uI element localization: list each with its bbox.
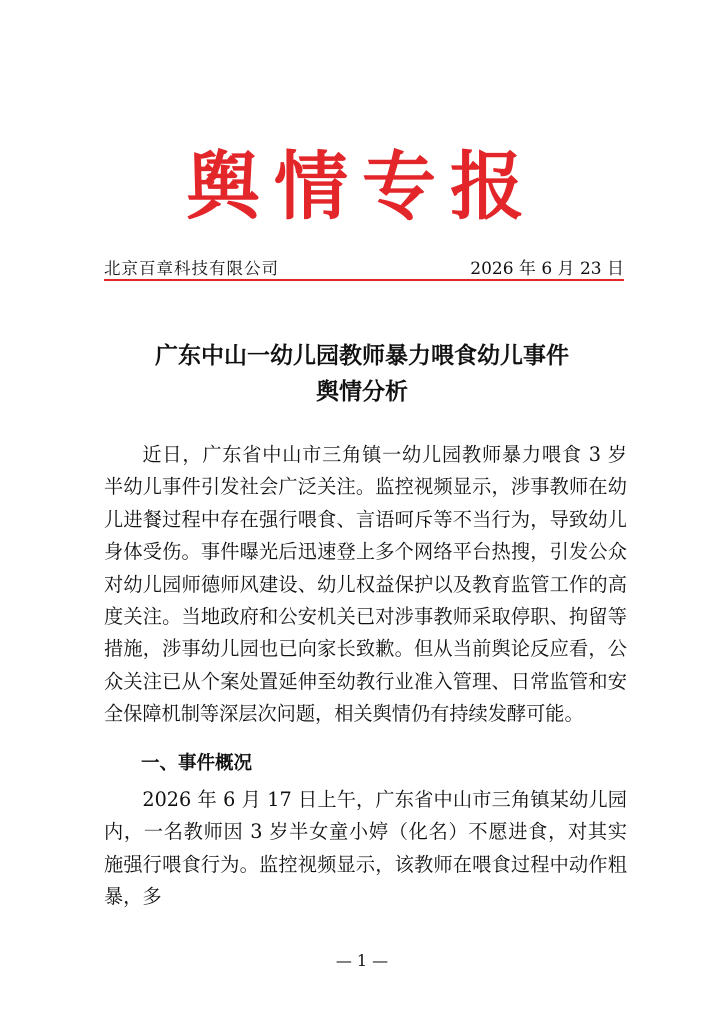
section-paragraph: 2026 年 6 月 17 日上午，广东省中山市三角镇某幼儿园内，一名教师因 3 岁半女童小婷（化名）不愿进食，对其实施强行喂食行为。监控视频显示，该教师在喂食过程中动作粗暴，多: [104, 788, 627, 909]
red-divider-line: [104, 279, 624, 281]
intro-paragraph: 近日，广东省中山市三角镇一幼儿园教师暴力喂食 3 岁半幼儿事件引发社会广泛关注。监控视频显示，涉事教师在幼儿进餐过程中存在强行喂食、言语呵斥等不当行为，导致幼儿身体受伤。事件曝光后迅速登上多个网络平台热搜，引发公众对幼儿园师德师风建设、幼儿权益保护以及教育监管工作的高度关注。当地政府和公安机关已对涉事教师采取停职、拘留等措施，涉事幼儿园也已向家长致歉。但从当前舆论反应看，公众关注已从个案处置延伸至幼教行业准入管理、日常监管和安全保障机制等深层次问题，相关舆情仍有持续发酵可能。: [104, 443, 627, 726]
title-line-2: 舆情分析: [316, 378, 408, 405]
masthead-title: 舆情专报: [186, 144, 538, 230]
page-number: — 1 —: [335, 951, 389, 970]
organization-name: 北京百章科技有限公司: [104, 259, 279, 278]
title-line-1: 广东中山一幼儿园教师暴力喂食幼儿事件: [155, 342, 569, 369]
issue-date: 2026 年 6 月 23 日: [470, 259, 624, 279]
section-heading: 一、事件概况: [141, 753, 253, 774]
document-title: [80, 338, 644, 410]
